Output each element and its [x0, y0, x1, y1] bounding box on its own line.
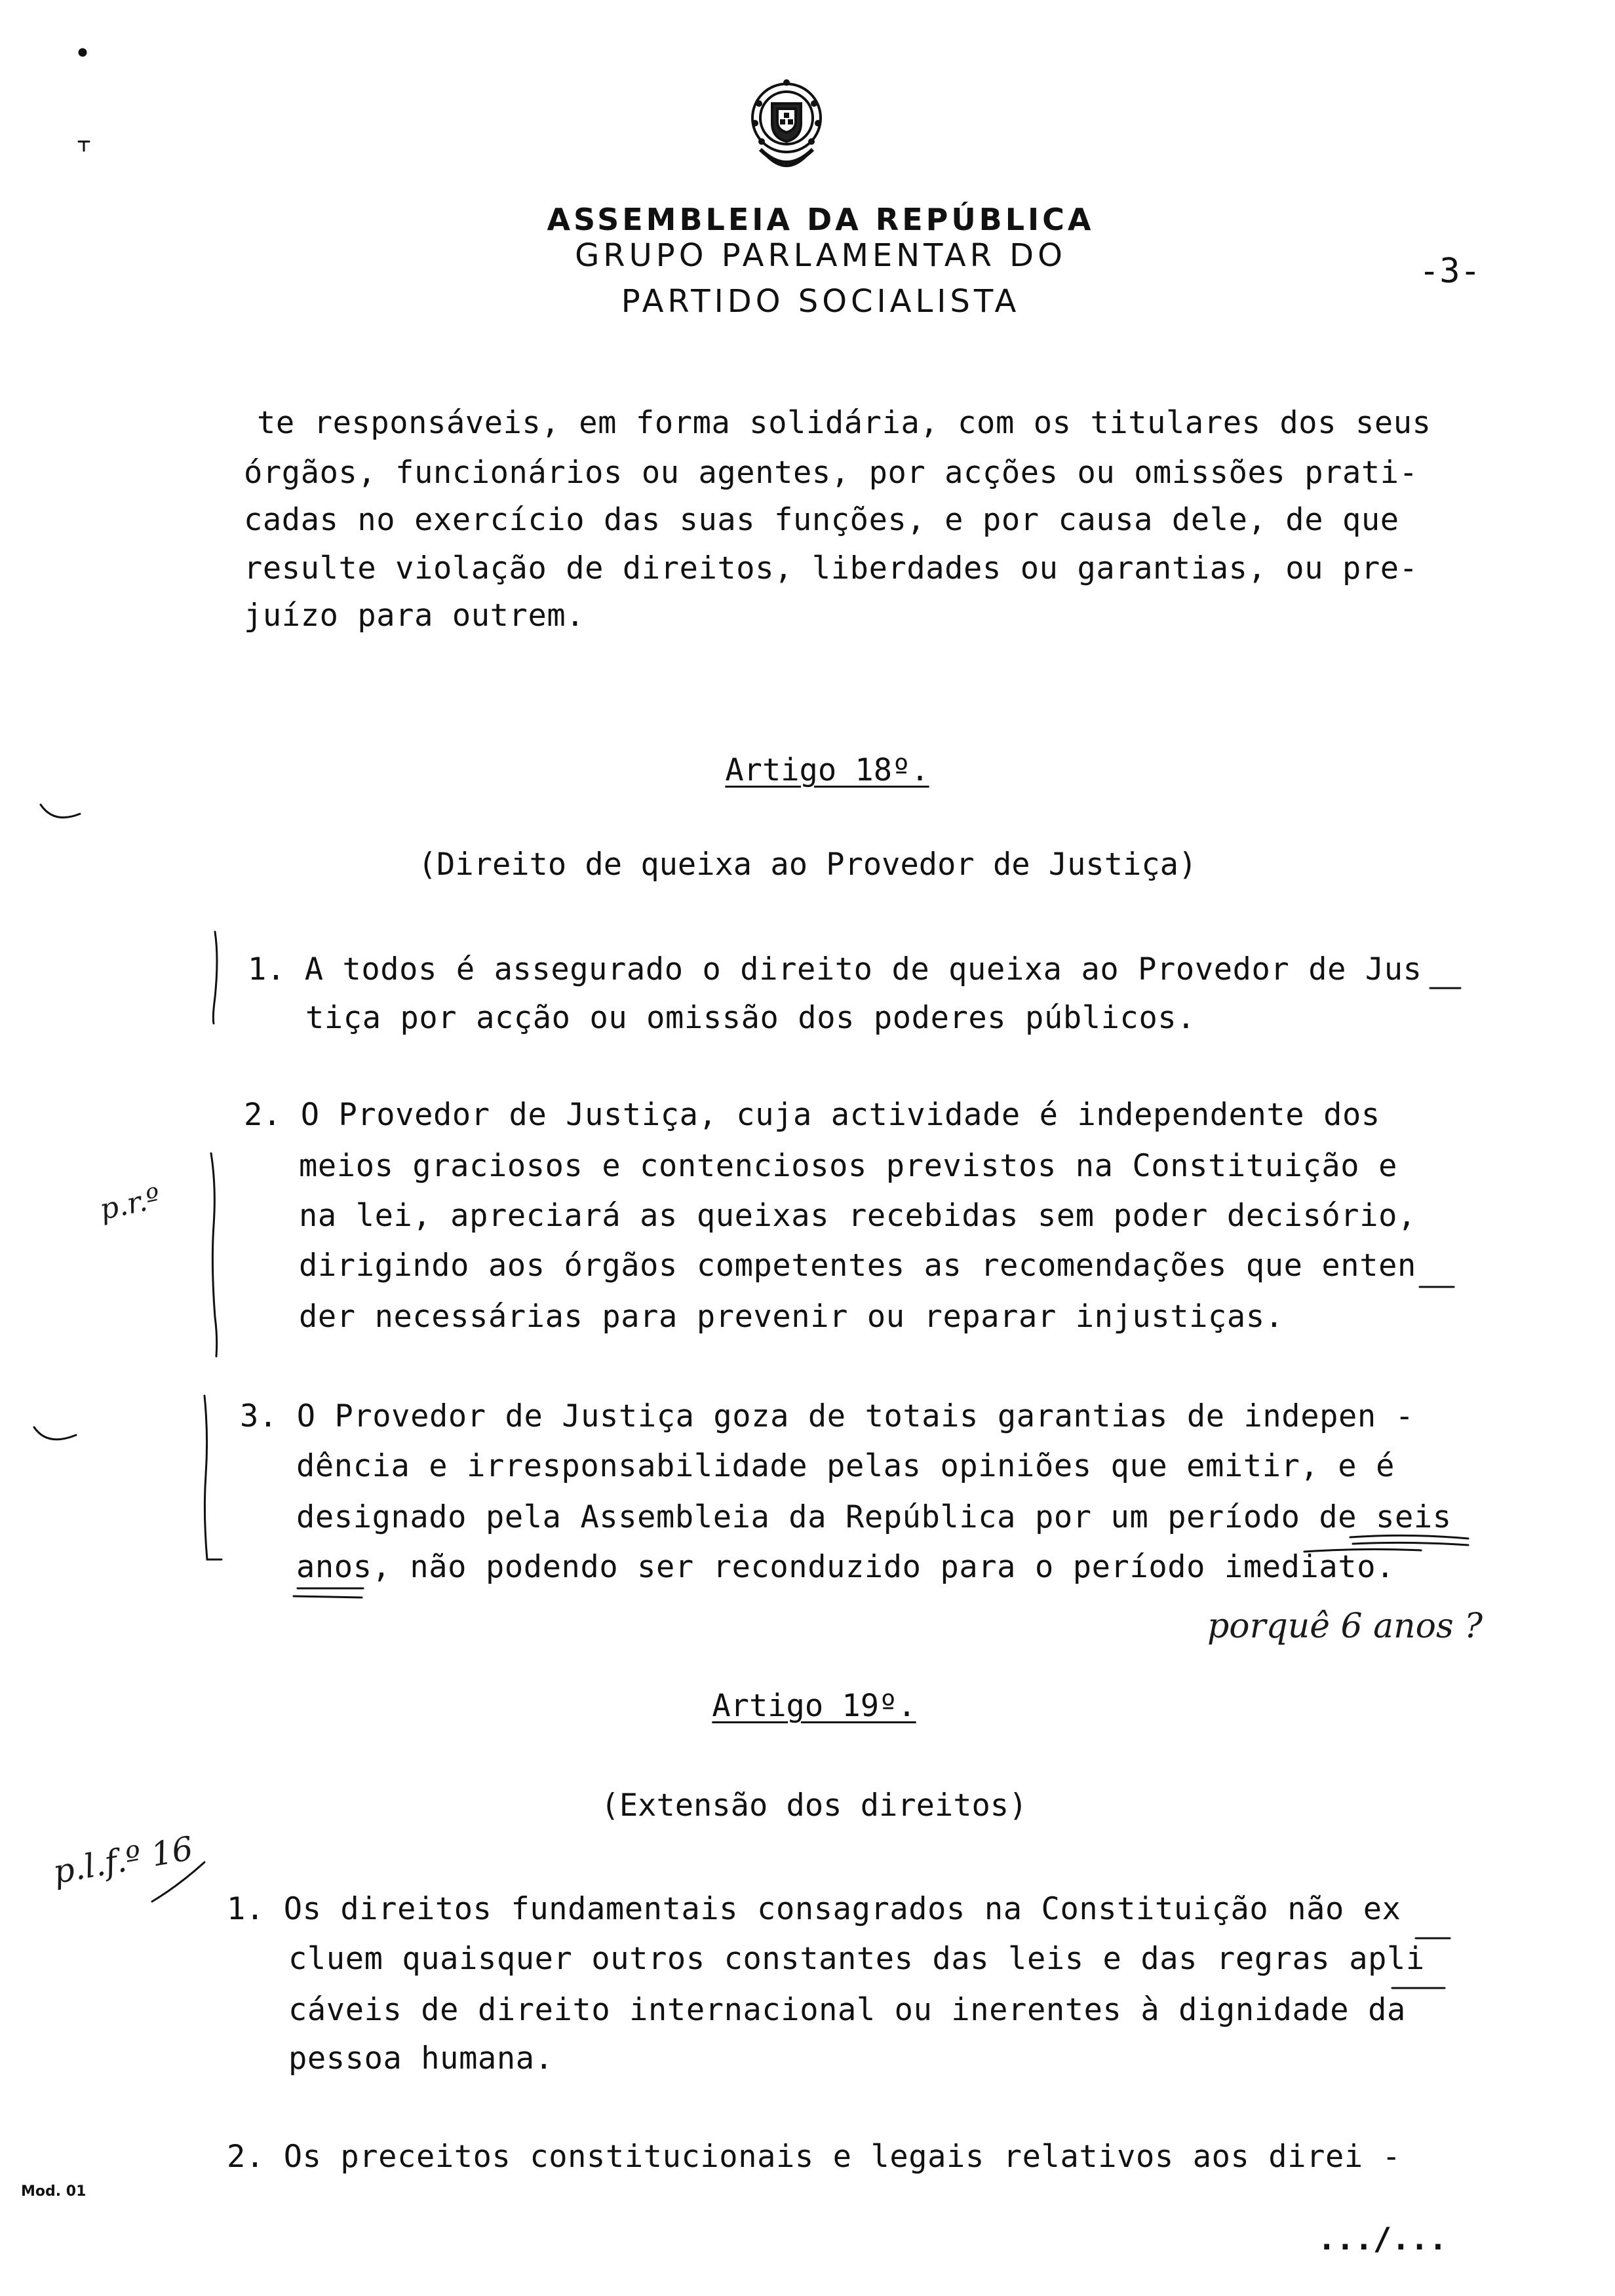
handwritten-note-six-years: porquê 6 anos ?	[1207, 1607, 1483, 1646]
header-assembly-name: ASSEMBLEIA DA REPÚBLICA	[547, 202, 1095, 237]
handwritten-margin-note: p.r.º	[96, 1181, 164, 1227]
art18-p2-line: dirigindo aos órgãos competentes as recomendações que enten	[299, 1248, 1416, 1284]
art19-p1-line: pessoa humana.	[288, 2040, 554, 2076]
page-number: -3-	[1419, 252, 1481, 291]
art19-p1-line: cluem quaisquer outros constantes das leis e das regras apli	[288, 1941, 1425, 1977]
article-18-subtitle: (Direito de queixa ao Provedor de Justiça)	[418, 847, 1197, 883]
intro-line: resulte violação de direitos, liberdades ou garantias, ou pre-	[244, 550, 1418, 586]
art19-p1-line: 1. Os direitos fundamentais consagrados na Constituição não ex	[227, 1891, 1401, 1927]
art18-p1-line: tiça por acção ou omissão dos poderes públicos.	[305, 1000, 1196, 1036]
art18-p3-line: dência e irresponsabilidade pelas opiniões que emitir, e é	[296, 1448, 1395, 1484]
art18-p3-line: anos, não podendo ser reconduzido para o período imediato.	[296, 1549, 1395, 1585]
header-party-name: PARTIDO SOCIALISTA	[621, 283, 1021, 320]
continuation-mark: .../...	[1317, 2221, 1448, 2257]
art18-p3-line: designado pela Assembleia da República por um período de seis	[296, 1499, 1452, 1535]
intro-line: órgãos, funcionários ou agentes, por acções ou omissões prati-	[244, 455, 1418, 491]
intro-line: te responsáveis, em forma solidária, com os titulares dos seus	[257, 405, 1431, 441]
art18-p1-line: 1. A todos é assegurado o direito de queixa ao Provedor de Jus	[248, 951, 1422, 987]
art19-p1-line: cáveis de direito internacional ou inerentes à dignidade da	[288, 1992, 1406, 2028]
art18-p3-line: 3. O Provedor de Justiça goza de totais garantias de indepen -	[240, 1398, 1414, 1434]
article-19-heading	[7, 1688, 1615, 1724]
form-code: Mod. 01	[21, 2183, 87, 2200]
intro-line: juízo para outrem.	[244, 598, 585, 634]
article-19-heading-text: Artigo 19º.	[712, 1688, 916, 1724]
article-19-subtitle: (Extensão dos direitos)	[600, 1788, 1028, 1824]
handwritten-margin-note: p.l.f.º 16	[50, 1829, 196, 1892]
header-group-name: GRUPO PARLAMENTAR DO	[575, 237, 1066, 274]
art18-p2-line: na lei, apreciará as queixas recebidas sem poder decisório,	[299, 1198, 1416, 1234]
art18-p2-line: meios graciosos e contenciosos previstos na Constituição e	[299, 1148, 1397, 1184]
art18-p2-line: 2. O Provedor de Justiça, cuja actividade é independente dos	[244, 1097, 1380, 1133]
intro-line: cadas no exercício das suas funções, e por causa dele, de que	[244, 502, 1399, 538]
art19-p2-line: 2. Os preceitos constitucionais e legais relativos aos direi -	[227, 2139, 1401, 2175]
article-18-heading-text: Artigo 18º.	[725, 752, 929, 788]
art18-p2-line: der necessárias para prevenir ou reparar injustiças.	[299, 1299, 1284, 1335]
